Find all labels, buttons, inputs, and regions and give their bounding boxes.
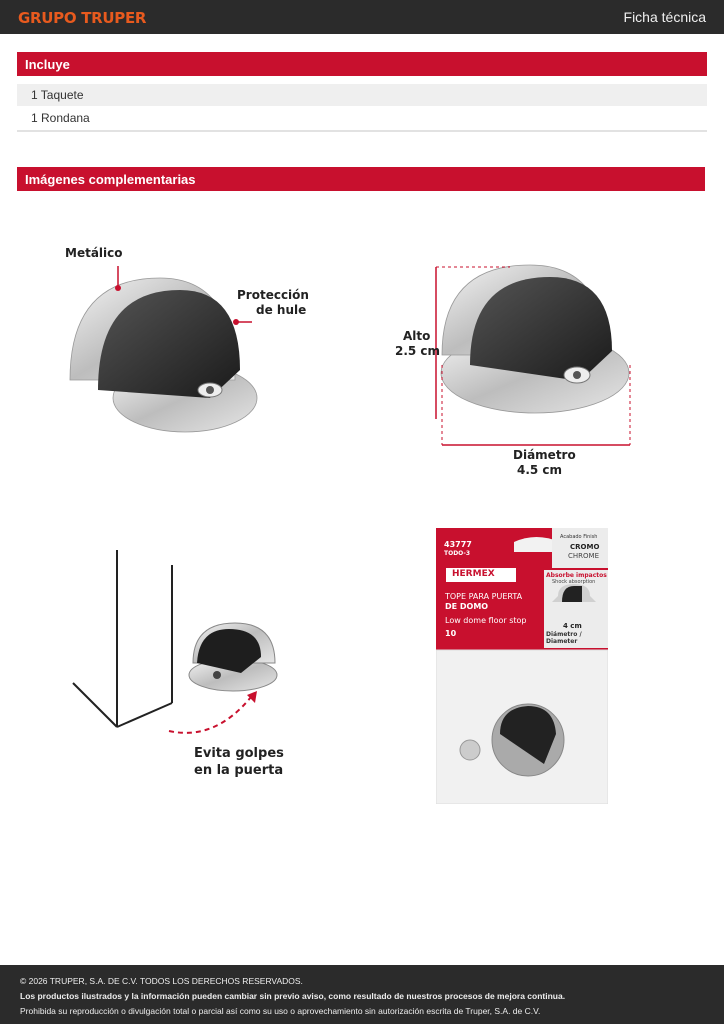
pkg-warranty: 10 xyxy=(445,629,457,638)
footer-notice-text: Los productos ilustrados y la información pueden cambiar sin previo aviso, como resultado de nuestros procesos de mejora continua. xyxy=(20,991,566,1001)
pkg-code: 43777 xyxy=(444,540,472,549)
diameter-value: 4.5 cm xyxy=(517,463,563,477)
rubber-label-line2: de hule xyxy=(256,303,307,317)
height-value: 2.5 cm xyxy=(395,344,441,358)
door-stop-parts-illustration xyxy=(40,230,330,450)
pkg-finish-es: CROMO xyxy=(570,543,600,551)
pkg-brand: HERMEX xyxy=(452,569,495,579)
pkg-feature-en: Shock absorption xyxy=(552,579,596,585)
usage-line1: Evita golpes xyxy=(194,746,284,761)
pkg-finish-en: CHROME xyxy=(568,552,599,560)
dimensions-figure xyxy=(390,255,650,485)
footer-notice xyxy=(20,989,704,1004)
top-bar xyxy=(0,0,724,34)
footer xyxy=(0,965,724,1024)
pkg-name-es-1: TOPE PARA PUERTA xyxy=(445,592,523,601)
usage-figure xyxy=(65,545,295,785)
pkg-name-es-2: DE DOMO xyxy=(445,602,489,611)
images-header: Imágenes complementarias xyxy=(17,167,705,191)
rubber-label-line1: Protección xyxy=(237,288,309,302)
pkg-diameter: 4 cm xyxy=(563,622,582,630)
include-item: 1 Taquete xyxy=(17,84,707,106)
height-label: Alto xyxy=(403,329,431,343)
diameter-label: Diámetro xyxy=(513,448,576,462)
pkg-finish-label: Acabado Finish xyxy=(560,534,598,540)
metal-label: Metálico xyxy=(65,246,123,260)
brand-logo: GRUPO TRUPER xyxy=(18,9,147,27)
parts-figure xyxy=(40,230,330,450)
divider xyxy=(17,130,707,132)
usage-line2: en la puerta xyxy=(194,763,284,778)
pkg-diameter-label: Diámetro / Diameter xyxy=(546,631,582,645)
package-figure xyxy=(436,528,608,804)
pkg-feature-es: Absorbe impactos xyxy=(546,572,607,579)
pkg-sku: TODO-3 xyxy=(444,550,471,557)
include-item: 1 Rondana xyxy=(17,107,707,129)
doc-type-label: Ficha técnica xyxy=(623,9,706,25)
footer-copyright: © 2026 TRUPER, S.A. DE C.V. TODOS LOS DERECHOS RESERVADOS. xyxy=(20,976,303,986)
includes-header: Incluye xyxy=(17,52,707,76)
door-usage-illustration xyxy=(65,545,295,745)
pkg-name-en: Low dome floor stop xyxy=(445,616,527,625)
footer-prohibition: Prohibida su reproducción o divulgación total o parcial así como su uso o aprovechamiento sin autorización escrita de Truper, S.A. de C.V. xyxy=(20,1006,541,1016)
